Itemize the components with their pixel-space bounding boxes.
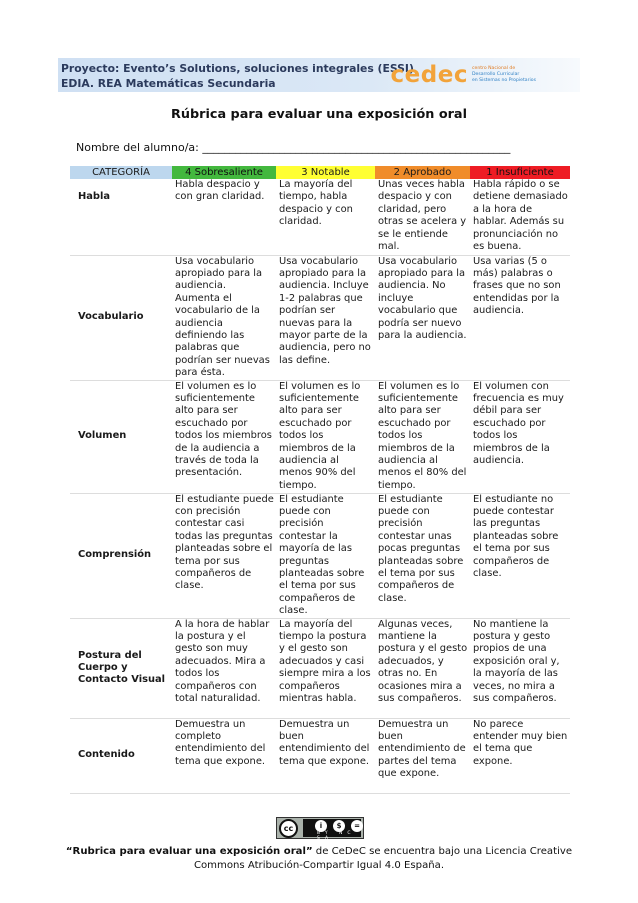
rubric-row <box>70 618 570 718</box>
rubric-cell: El volumen es lo suficientemente alto para ser escuchado por todos los miembros de la audiencia a través de toda la presentación. <box>172 380 276 493</box>
header-score-2: 2 Aprobado <box>375 166 470 179</box>
rubric-category: Volumen <box>70 380 172 493</box>
header-text <box>61 61 414 91</box>
rubric-cell: No mantiene la postura y gesto propios de una exposición oral y, la mayoría de las veces, no mira a sus compañeros. <box>470 618 570 718</box>
rubric-cell: Unas veces habla despacio y con claridad, pero otras se acelera y se le entiende mal. <box>375 179 470 255</box>
noncommercial-icon: $ <box>333 820 345 832</box>
header-score-1: 1 Insuficiente <box>470 166 570 179</box>
rubric-cell: El estudiante puede con precisión contestar casi todas las preguntas planteadas sobre el tema por sus compañeros de clase. <box>172 493 276 618</box>
rubric-category: Vocabulario <box>70 255 172 380</box>
cedec-logo-word: cedec <box>390 62 468 88</box>
sharealike-icon: = <box>351 820 363 832</box>
student-name-line: Nombre del alumno/a: ________________________________________________________ <box>76 141 511 154</box>
project-subtitle: EDIA. REA Matemáticas Secundaria <box>61 77 276 90</box>
attribution-icon: i <box>315 820 327 832</box>
rubric-cell: No parece entender muy bien el tema que expone. <box>470 718 570 793</box>
rubric-cell: El estudiante puede con precisión contestar unas pocas preguntas planteadas sobre el tema por sus compañeros de clase. <box>375 493 470 618</box>
rubric-cell: Habla rápido o se detiene demasiado a la hora de hablar. Además su pronunciación no es buena. <box>470 179 570 255</box>
header-category: CATEGORÍA <box>70 166 172 179</box>
rubric-category: Contenido <box>70 718 172 793</box>
rubric-cell: La mayoría del tiempo, habla despacio y con claridad. <box>276 179 375 255</box>
project-title: Proyecto: Evento’s Solutions, soluciones integrales (ESSI) <box>61 62 414 75</box>
rubric-row <box>70 493 570 618</box>
license-notice <box>40 845 598 872</box>
rubric-row <box>70 380 570 493</box>
cedec-logo-tagline: centro Nacional de Desarrollo Curricular en Sistemas no Propietarios <box>471 66 536 83</box>
rubric-cell: A la hora de hablar la postura y el gesto son muy adecuados. Mira a todos los compañeros con total naturalidad. <box>172 618 276 718</box>
rubric-row <box>70 255 570 380</box>
rubric-cell: Algunas veces, mantiene la postura y el gesto adecuados, y otras no. En ocasiones mira a sus compañeros. <box>375 618 470 718</box>
rubric-cell: Habla despacio y con gran claridad. <box>172 179 276 255</box>
rubric-cell: El estudiante puede con precisión contestar la mayoría de las preguntas planteadas sobre el tema por sus compañeros de clase. <box>276 493 375 618</box>
rubric-cell: Demuestra un buen entendimiento de partes del tema que expone. <box>375 718 470 793</box>
license-work-title: “Rubrica para evaluar una exposición oral” <box>65 846 313 857</box>
rubric-cell: El volumen es lo suficientemente alto para ser escuchado por todos los miembros de la audiencia al menos 90% del tiempo. <box>276 380 375 493</box>
rubric-category: Postura del Cuerpo y Contacto Visual <box>70 618 172 718</box>
cc-icon: cc <box>279 819 298 838</box>
rubric-table <box>70 166 570 794</box>
cedec-logo <box>391 63 536 87</box>
license-text: de CeDeC se encuentra bajo una Licencia Creative Commons Atribución-Compartir Igual 4.0 España. <box>193 846 573 871</box>
cc-terms <box>303 819 361 841</box>
rubric-row <box>70 718 570 793</box>
rubric-cell: Demuestra un completo entendimiento del tema que expone. <box>172 718 276 793</box>
rubric-cell: Usa vocabulario apropiado para la audiencia. Aumenta el vocabulario de la audiencia definiendo las palabras que podrían ser nuevas para ésta. <box>172 255 276 380</box>
rubric-cell: El volumen es lo suficientemente alto para ser escuchado por todos los miembros de la audiencia al menos el 80% del tiempo. <box>375 380 470 493</box>
rubric-cell: Usa vocabulario apropiado para la audiencia. No incluye vocabulario que podría ser nuevo para la audiencia. <box>375 255 470 380</box>
header-score-4: 4 Sobresaliente <box>172 166 276 179</box>
cc-terms-labels: BY NC SA <box>317 831 356 841</box>
project-header <box>58 58 580 92</box>
rubric-cell: Usa vocabulario apropiado para la audiencia. Incluye 1-2 palabras que podrían ser nuevas para la mayor parte de la audiencia, pero no las define. <box>276 255 375 380</box>
rubric-row <box>70 179 570 255</box>
rubric-cell: El volumen con frecuencia es muy débil para ser escuchado por todos los miembros de la audiencia. <box>470 380 570 493</box>
creative-commons-badge[interactable] <box>276 817 364 839</box>
rubric-header-row <box>70 166 570 179</box>
rubric-category: Comprensión <box>70 493 172 618</box>
rubric-category: Habla <box>70 179 172 255</box>
rubric-cell: Demuestra un buen entendimiento del tema que expone. <box>276 718 375 793</box>
document-title: Rúbrica para evaluar una exposición oral <box>171 107 467 122</box>
rubric-cell: El estudiante no puede contestar las preguntas planteadas sobre el tema por sus compañeros de clase. <box>470 493 570 618</box>
header-score-3: 3 Notable <box>276 166 375 179</box>
rubric-cell: Usa varias (5 o más) palabras o frases que no son entendidas por la audiencia. <box>470 255 570 380</box>
rubric-cell: La mayoría del tiempo la postura y el gesto son adecuados y casi siempre mira a los compañeros mientras habla. <box>276 618 375 718</box>
